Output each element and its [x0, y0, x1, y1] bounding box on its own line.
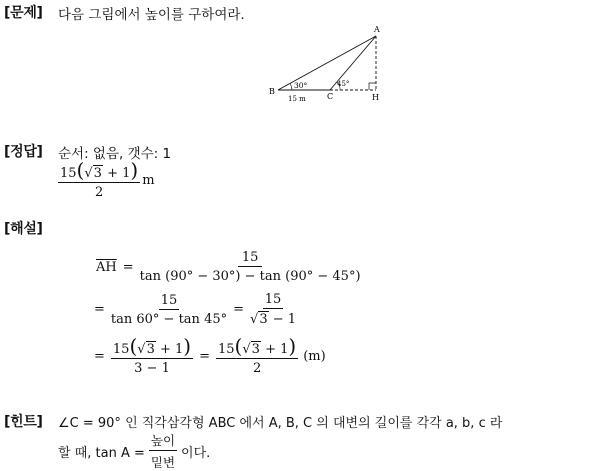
label-angle-c: 45° [337, 80, 350, 88]
solution-l2-den-post: − 1 [272, 312, 297, 327]
solution-l2-num1: 15 [160, 292, 178, 308]
label-c: C [327, 92, 334, 101]
hint-line2-pre: 할 때, tan A = [58, 445, 145, 461]
label-bc-length: 15 m [288, 95, 306, 103]
solution-label: [해설] [4, 221, 43, 237]
triangle-figure [262, 22, 388, 104]
solution-l3-post-2: + 1 [265, 342, 289, 357]
answer-num-coef: 15 [60, 166, 77, 181]
hint-line-1: ∠C = 90° 인 직각삼각형 ABC 에서 A, B, C 의 대변의 길이를 각각 a, b, c 라 [58, 416, 503, 431]
answer-label: [정답] [4, 144, 43, 160]
solution-l3-unit: (m) [303, 348, 326, 364]
solution-line-1: $\overline{AH}$ = $\frac{15}{\tan (90^\circ - 30^\circ) - \tan (90^\circ - 45^\circ)}$ [96, 250, 361, 284]
solution-line-3: = $\frac{15(√3 + 1)}{3 - 1}$ = $\frac{15(√3 + 1)}{2}$ (m) [94, 334, 326, 376]
answer-fraction: $\frac{15(√3 + 1)}{2}$ [60, 158, 139, 200]
solution-l3-coef-1: 15 [112, 342, 130, 357]
solution-l1-den: tan (90° − 30°) − tan (90° − 45°) [139, 269, 361, 284]
answer-den: 2 [94, 185, 104, 200]
solution-line-2: = $\frac{15}{\tan 60^\circ - \tan 45^\circ}$ = $\frac{15}{√3 - 1}$ [94, 292, 297, 327]
solution-l1-num: 15 [238, 250, 263, 267]
answer-sqrt-arg: 3 [93, 166, 102, 181]
answer-num-post: + 1 [107, 166, 131, 181]
hint-frac-den: 밑변 [150, 455, 176, 470]
solution-ah: $\overline{AH}$ [96, 259, 117, 275]
answer-expression [58, 160, 155, 200]
label-b: B [269, 87, 275, 96]
solution-l2-sqrt: 3 [259, 312, 268, 327]
line-ba [278, 36, 376, 90]
solution-l2-den1: tan 60° − tan 45° [110, 311, 228, 327]
problem-label: [문제] [4, 5, 43, 21]
hint-line-2 [58, 431, 210, 471]
solution-l3-sqrt-2: 3 [251, 342, 260, 357]
hint-frac-num: 높이 [149, 431, 177, 451]
hint-label: [힌트] [4, 414, 43, 430]
label-angle-b: 30° [294, 81, 308, 90]
angle-b-arc [290, 84, 292, 91]
solution-l3-sqrt-1: 3 [146, 342, 155, 357]
label-h: H [372, 93, 379, 102]
answer-meta: 순서: 없음, 갯수: 1 [58, 146, 172, 162]
right-angle-mark [369, 83, 376, 90]
problem-text: 다음 그림에서 높이를 구하여라. [58, 7, 245, 23]
answer-unit: m [142, 172, 155, 188]
solution-l3-den1: 3 − 1 [134, 361, 170, 376]
label-a: A [374, 25, 380, 34]
hint-line2-post: 이다. [181, 445, 211, 461]
solution-l2-num2: 15 [264, 292, 282, 307]
solution-l3-den2: 2 [252, 361, 262, 376]
solution-l3-post-1: + 1 [159, 342, 184, 357]
solution-l3-coef-2: 15 [218, 342, 235, 357]
